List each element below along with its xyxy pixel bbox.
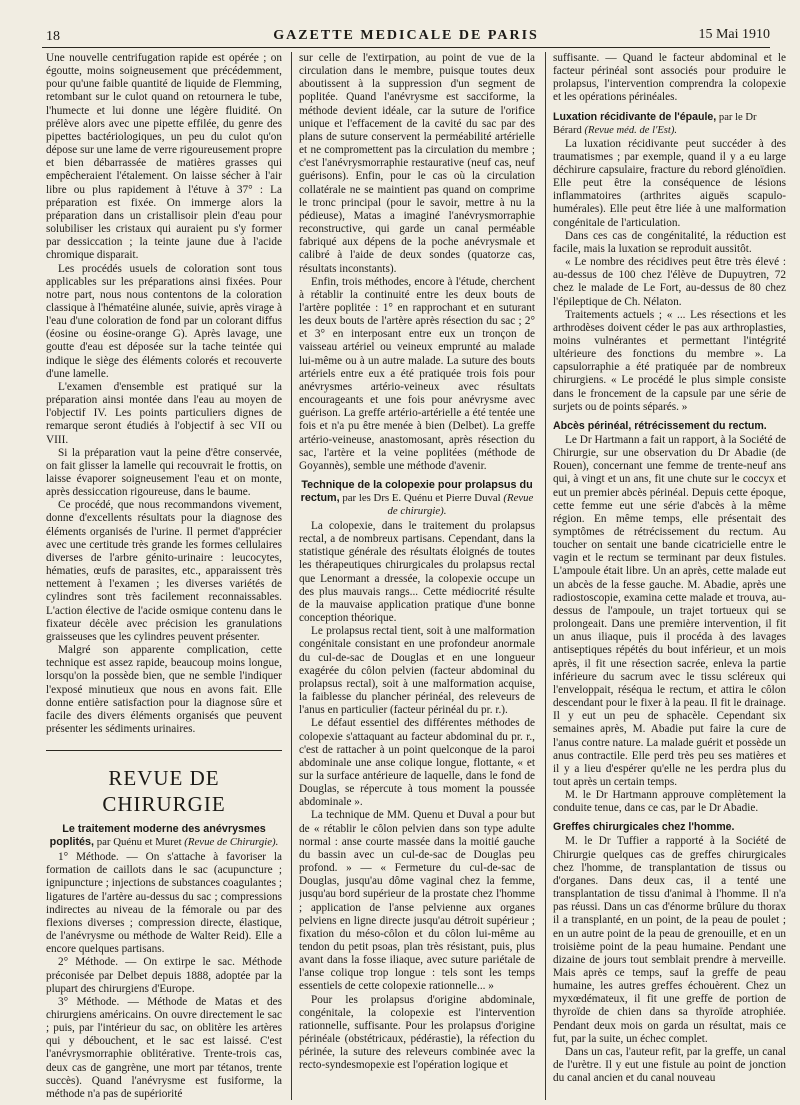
article-heading (46, 823, 282, 849)
article-title: Technique de la colopexie pour prolapsus du rectum, (300, 479, 533, 504)
paragraph: 1° Méthode. — On s'attache à favoriser la formation de caillots dans le sac (acupuncture ; ignipuncture ; injections de substances coagulantes ; ligatures de l'artère au-dessus du sac ; compressions indirectes au niveau de la fémorale ou par des flexions diverses ; compression directe, élastique, de l'anévrysme ou méthode de Walter Reid). Elle a encore quelques partisans. (46, 851, 282, 956)
paragraph: Le défaut essentiel des différentes méthodes de colopexie s'attaquant au facteur abdominal du pr. r., c'est de rattacher à un point quelconque de la paroi abdominale une anse colique longue, flottante, « et sur la surface antérieure de laquelle, dans le fond de Douglas, se répercute à tous moment la poussée abdominale ». (299, 717, 535, 809)
paragraph: 3° Méthode. — Méthode de Matas et des chirurgiens américains. On ouvre directement le sac ; puis, par l'intérieur du sac, on oblitère les artères qui y débouchent, et le sac est laissé. C'est l'anévrysmorraphie oblitérative. Trente-trois cas, deux cas de gangrène, une mort par tétanos, trente succès). Quand l'anévrysme est fusiforme, la méthode n'a pas de supériorité (46, 995, 282, 1100)
issue-date: 15 Mai 1910 (698, 27, 770, 42)
paragraph: Ce procédé, que nous recommandons vivement, donne d'excellents résultats pour la diagnose des éléments organisés de l'urine. Il permet d'apprécier avec une certitude très grande les formes cellulaires diverses de l'arbre génito-urinaire : leucocytes, hématies, œufs de parasites, etc., apparaissent très nettement à l'examen ; les diverses variétés de cylindres sont très facilement reconnaissables. L'action élective de l'acide osmique contenu dans le fixateur décèle avec précision les granulations graisseuses que les cylindres peuvent présenter. (46, 499, 282, 643)
article-title: Luxation récidivante de l'épaule, (553, 110, 717, 123)
article-byline: par le Dr Bérard (553, 111, 757, 136)
article-source: (Revue de chirurgie). (387, 492, 534, 517)
column-divider (291, 52, 292, 1100)
paragraph: suffisante. — Quand le facteur abdominal et le facteur périnéal sont associés pour produire le prolapsus, l'intervention comprendra la colopexie et les opérations périnéales. (553, 52, 786, 104)
article-title: Le traitement moderne des anévrysmes poplités, (49, 823, 266, 849)
paragraph: 2° Méthode. — On extirpe le sac. Méthode préconisée par Delbet depuis 1888, adoptée par la plupart des chirurgiens d'Europe. (46, 956, 282, 995)
article-heading (553, 111, 786, 137)
paragraph: L'examen d'ensemble est pratiqué sur la préparation ainsi montée dans l'eau au moyen de l'objectif IV. Les points particuliers dignes de remarque seront étudiés à l'objectif à sec VII ou VIII. (46, 380, 282, 446)
paragraph: Pour les prolapsus d'origine abdominale, congénitale, la colopexie est l'intervention rationnelle, suffisante. Pour les prolapsus d'origine périnéale (obstétricaux, pédérastie), la réfection du périnée, la suture des releveurs combinée avec la recto-syndesmopexie est l'opération logique et (299, 993, 535, 1072)
page-header (42, 25, 770, 48)
journal-title: GAZETTE MEDICALE DE PARIS (273, 28, 539, 43)
article-source: (Revue méd. de l'Est). (584, 124, 678, 136)
paragraph: Les procédés usuels de coloration sont tous applicables sur les préparations ainsi fixées. Pour notre part, nous nous contentons de la coloration classique à l'hématéine alunée, suivie, après virage à l'eau d'une coloration de fond par un colorant diffus (éosine ou éosine-orange G). Après lavage, une goutte d'eau est déposée sur la tache teintée qui indique le siège des éléments colorés et recouverte d'une lamelle. (46, 262, 282, 380)
paragraph: La technique de MM. Quenu et Duval a pour but de « rétablir le côlon pelvien dans son type adulte normal : anse courte massée dans la moitié gauche du bassin avec un cul-de-sac de Douglas peu profond. » — « Fermeture du cul-de-sac de Douglas, jusqu'au dôme vaginal chez la femme, jusqu'au bord supérieur de la prostate chez l'homme ; application de l'anse pelvienne aux organes pelviens en ligne directe jusqu'au détroit supérieur ; fixation du méso-côlon et du côlon lui-même au tendon du petit psoas, plan très résistant, puis, plus avant dans la fosse iliaque, avec suture pariétale de l'anse colique trop longue : tels sont les temps essentiels de cette colopexie rationnelle... » (299, 809, 535, 993)
page-number: 18 (46, 29, 60, 44)
article-heading (299, 479, 535, 518)
article-byline: par les Drs E. Quénu et Pierre Duval (339, 492, 504, 504)
paragraph: Enfin, trois méthodes, encore à l'étude, cherchent à rétablir la continuité entre les deux bouts de l'artère poplitée : 1° en rapprochant et en suturant les deux bouts de l'artère après résection du sac ; 2° et 3° en interposant entre eux un tronçon de vaisseau artériel ou veineux emprunté au malade lui-même ou à un autre malade. La suture des bouts artériels entre eux a été pratiquée trois fois pour anévrysmes artério-veineux avec résultats encourageants et une fois pour anévrysme avec guérison. La greffe artério-artérielle a été tentée une fois et n'a pu être menée à bien (Delbet). La greffe artério-veineuse, anastomosant, après résection du sac, l'artère et la veine poplitées (méthode de Goyannès), semble une méthode d'avenir. (299, 275, 535, 472)
column-divider (545, 52, 546, 1100)
paragraph: Dans un cas, l'auteur refit, par la greffe, un canal de l'urètre. Il y eut une fistule au point de jonction du canal ancien et du canal nouveau (553, 1045, 786, 1085)
paragraph: La luxation récidivante peut succéder à des traumatismes ; par exemple, quand il y a eu large déchirure capsulaire, fracture du rebord glénoïdien. Elle peut être la conséquence de lésions inflammatoires (arthrites aiguës scapulo-humérales). Elle peut être liée à une malformation congénitale de l'articulation. (553, 137, 786, 229)
column-1 (46, 52, 282, 1100)
article-source: (Revue de Chirurgie). (184, 836, 279, 849)
text-columns (46, 52, 786, 1100)
paragraph: Traitements actuels ; « ... Les résections et les arthrodèses doivent céder le pas aux arthroplasties, moins vulnérantes et permettant l'intégrité ultérieure des fonctions du membre ». La capsulorraphie a été pratiquée par de nombreux chirurgiens. « Le procédé le plus simple consiste dans le froncement de la capsule par une série de surjets ou de points séparés. » (553, 308, 786, 413)
article-heading: Abcès périnéal, rétrécissement du rectum. (553, 419, 767, 432)
paragraph: Une nouvelle centrifugation rapide est opérée ; on égoutte, moins soigneusement que précédemment, pour qu'une faible quantité de liquide de Flemming, retombant sur le culot quand on retournera le tube, l'humecte et lui donne une légère fluidité. On prélève alors avec une pipette effilée, du genre des pipettes bactériologiques, un peu du culot qu'on dépose sur une lame de verre rigoureusement propre et bien débarrassée de matières grasses qui empêcheraient l'étalement. On laisse sécher à l'air libre ou plus rapidement à l'étuve à 37° : La préparation est fixée. On immerge alors la préparation dans un cristallisoir plein d'eau pour solubiliser les cristaux qui auraient pu s'y former par dessiccation ; la teinte jaune due à l'acide chromique disparait. (46, 52, 282, 262)
paragraph: Le prolapsus rectal tient, soit à une malformation congénitale consistant en une profondeur anormale du cul-de-sac de Douglas et en une longueur exagérée du côlon pelvien (facteur abdominal du prolapsus rectal), soit à une malformation acquise, la faiblesse du plancher périnéal, des releveurs de l'anus en particulier (facteur périnéal du pr. r.). (299, 625, 535, 717)
paragraph: sur celle de l'extirpation, au point de vue de la circulation dans le membre, puisque toutes deux aboutissent à la suppression d'un segment de poplitée. Quand l'anévrysme est sacciforme, la méthode devient idéale, car la suture de l'orifice unique et l'effacement de la cavité du sac par des plans de suture conservent la perméabilité artérielle et ne compromettent pas la circulation du membre ; c'est l'anévrysmorraphie restaurative (neuf cas, neuf guérisons). Enfin, pour le cas où la circulation collatérale ne se maintient pas quand on comprime le tronc principal (pour le savoir, mettre à nu la pédieuse), Matas a imaginé l'anévrysmorraphie reconstructive, qui garde un canal perméable fabriqué aux dépens de la poche anévrysmale et calibré à l'aide de deux sondes (quatorze cas, résultats inconstants). (299, 52, 535, 275)
paragraph: La colopexie, dans le traitement du prolapsus rectal, a de nombreux partisans. Cependant, dans la statistique générale des résultats éloignés de toutes les thérapeutiques chirurgicales du prolapsus rectal que Lenormant a dressée, la colopexie occupe un des plus mauvais rangs... Cette médiocrité résulte de la mauvaise application pratique d'une bonne conception théorique. (299, 520, 535, 625)
paragraph: M. le Dr Hartmann approuve complètement la conduite tenue, dans ce cas, par le Dr Abadie. (553, 789, 786, 815)
paragraph: Si la préparation vaut la peine d'être conservée, on fait glisser la lamelle qui recouvrait le frottis, on laisse évaporer soigneusement l'eau et on monte, après dessiccation rigoureuse, dans le baume. (46, 446, 282, 499)
article-byline: par Quénu et Muret (94, 836, 185, 849)
paragraph: Dans ces cas de congénitalité, la réduction est facile, mais la luxation se reproduit aussitôt. (553, 229, 786, 255)
column-3 (553, 52, 786, 1100)
paragraph: « Le nombre des récidives peut être très élevé : au-dessus de 100 chez l'élève de Dupuytren, 72 chez le malade de Le Fort, au-dessus de 80 chez l'épileptique de Ch. Nélaton. (553, 256, 786, 308)
article-heading: Greffes chirurgicales chez l'homme. (553, 821, 735, 834)
column-2 (299, 52, 535, 1100)
paragraph: Le Dr Hartmann a fait un rapport, à la Société de Chirurgie, sur une observation du Dr Abadie (de Rouen), concernant une femme de trente-neuf ans qui, à vingt et un ans, fit une chute sur le coccyx et eut un premier abcès périnéal. Depuis cette époque, cette femme eut une série d'abcès à la même région. En même temps, elle présentait des symptômes de rétrécissement du rectum. Au toucher on sentait une bande cicatricielle entre le vagin et le rectum se terminant par deux fistules. L'ampoule était libre. Un an après, cette malade eut un abcès de la fesse gauche. M. Abadie, après une radiostoscopie, examina cette malade et trouva, au-dessus de l'ampoule, un trajet tortueux qui se prolongeait. Dans une première intervention, il fit un anus iliaque, puis il procéda à des lavages antiseptiques répétés du bout inférieur, et un mois après, il fit une résection sacrée, enleva la partie inférieure du sacrum avec le tissu scléreux qui l'enveloppait, réséqua le rectum, et attira le côlon descendant pour le fixer à la peau. Il fit le drainage. Il y eut un peu de sphacèle. Cependant six semaines après, M. Abadie put faire la cure de l'anus contre nature. La malade guérit et possède un anus contractile. Elle perd très peu ses matières et il y a lieu d'espérer qu'elle ne les perdra plus du tout après un certain temps. (553, 433, 786, 788)
section-title: REVUE DE CHIRURGIE (46, 750, 282, 817)
paragraph: Malgré son apparente complication, cette technique est assez rapide, beaucoup moins longue, lorsqu'on la possède bien, que ne semble l'indiquer l'exposé minutieux que nous en avons fait. Elle donne entière satisfaction pour la diagnose sûre et facile des divers éléments organisés que peuvent présenter les sédiments urinaires. (46, 644, 282, 735)
paragraph: M. le Dr Tuffier a rapporté à la Société de Chirurgie quelques cas de greffes chirurgicales chez l'homme, de transplantation de tissus ou d'organes. Dans deux cas, il a tenté une transplantation de tissu d'animal à l'homme. Il n'a pas réussi. Dans un cas d'énorme brûlure du thorax il a transplanté, en un point, de la peau de poulet ; en un autre point de la peau de grenouille, et en un troisième point de la peau humaine. Pendant une dizaine de jours tout semblait prendre à merveille. Mais après ce temps, sauf la greffe de peau humaine, les autres greffes échouèrent. Chez un myxœdémateux, il fit une greffe de portion de thyroïde de chien dans sa thyroïde atrophiée. Pendant deux mois on garda un résultat, mais ce fut, par la suite, un échec complet. (553, 835, 786, 1045)
